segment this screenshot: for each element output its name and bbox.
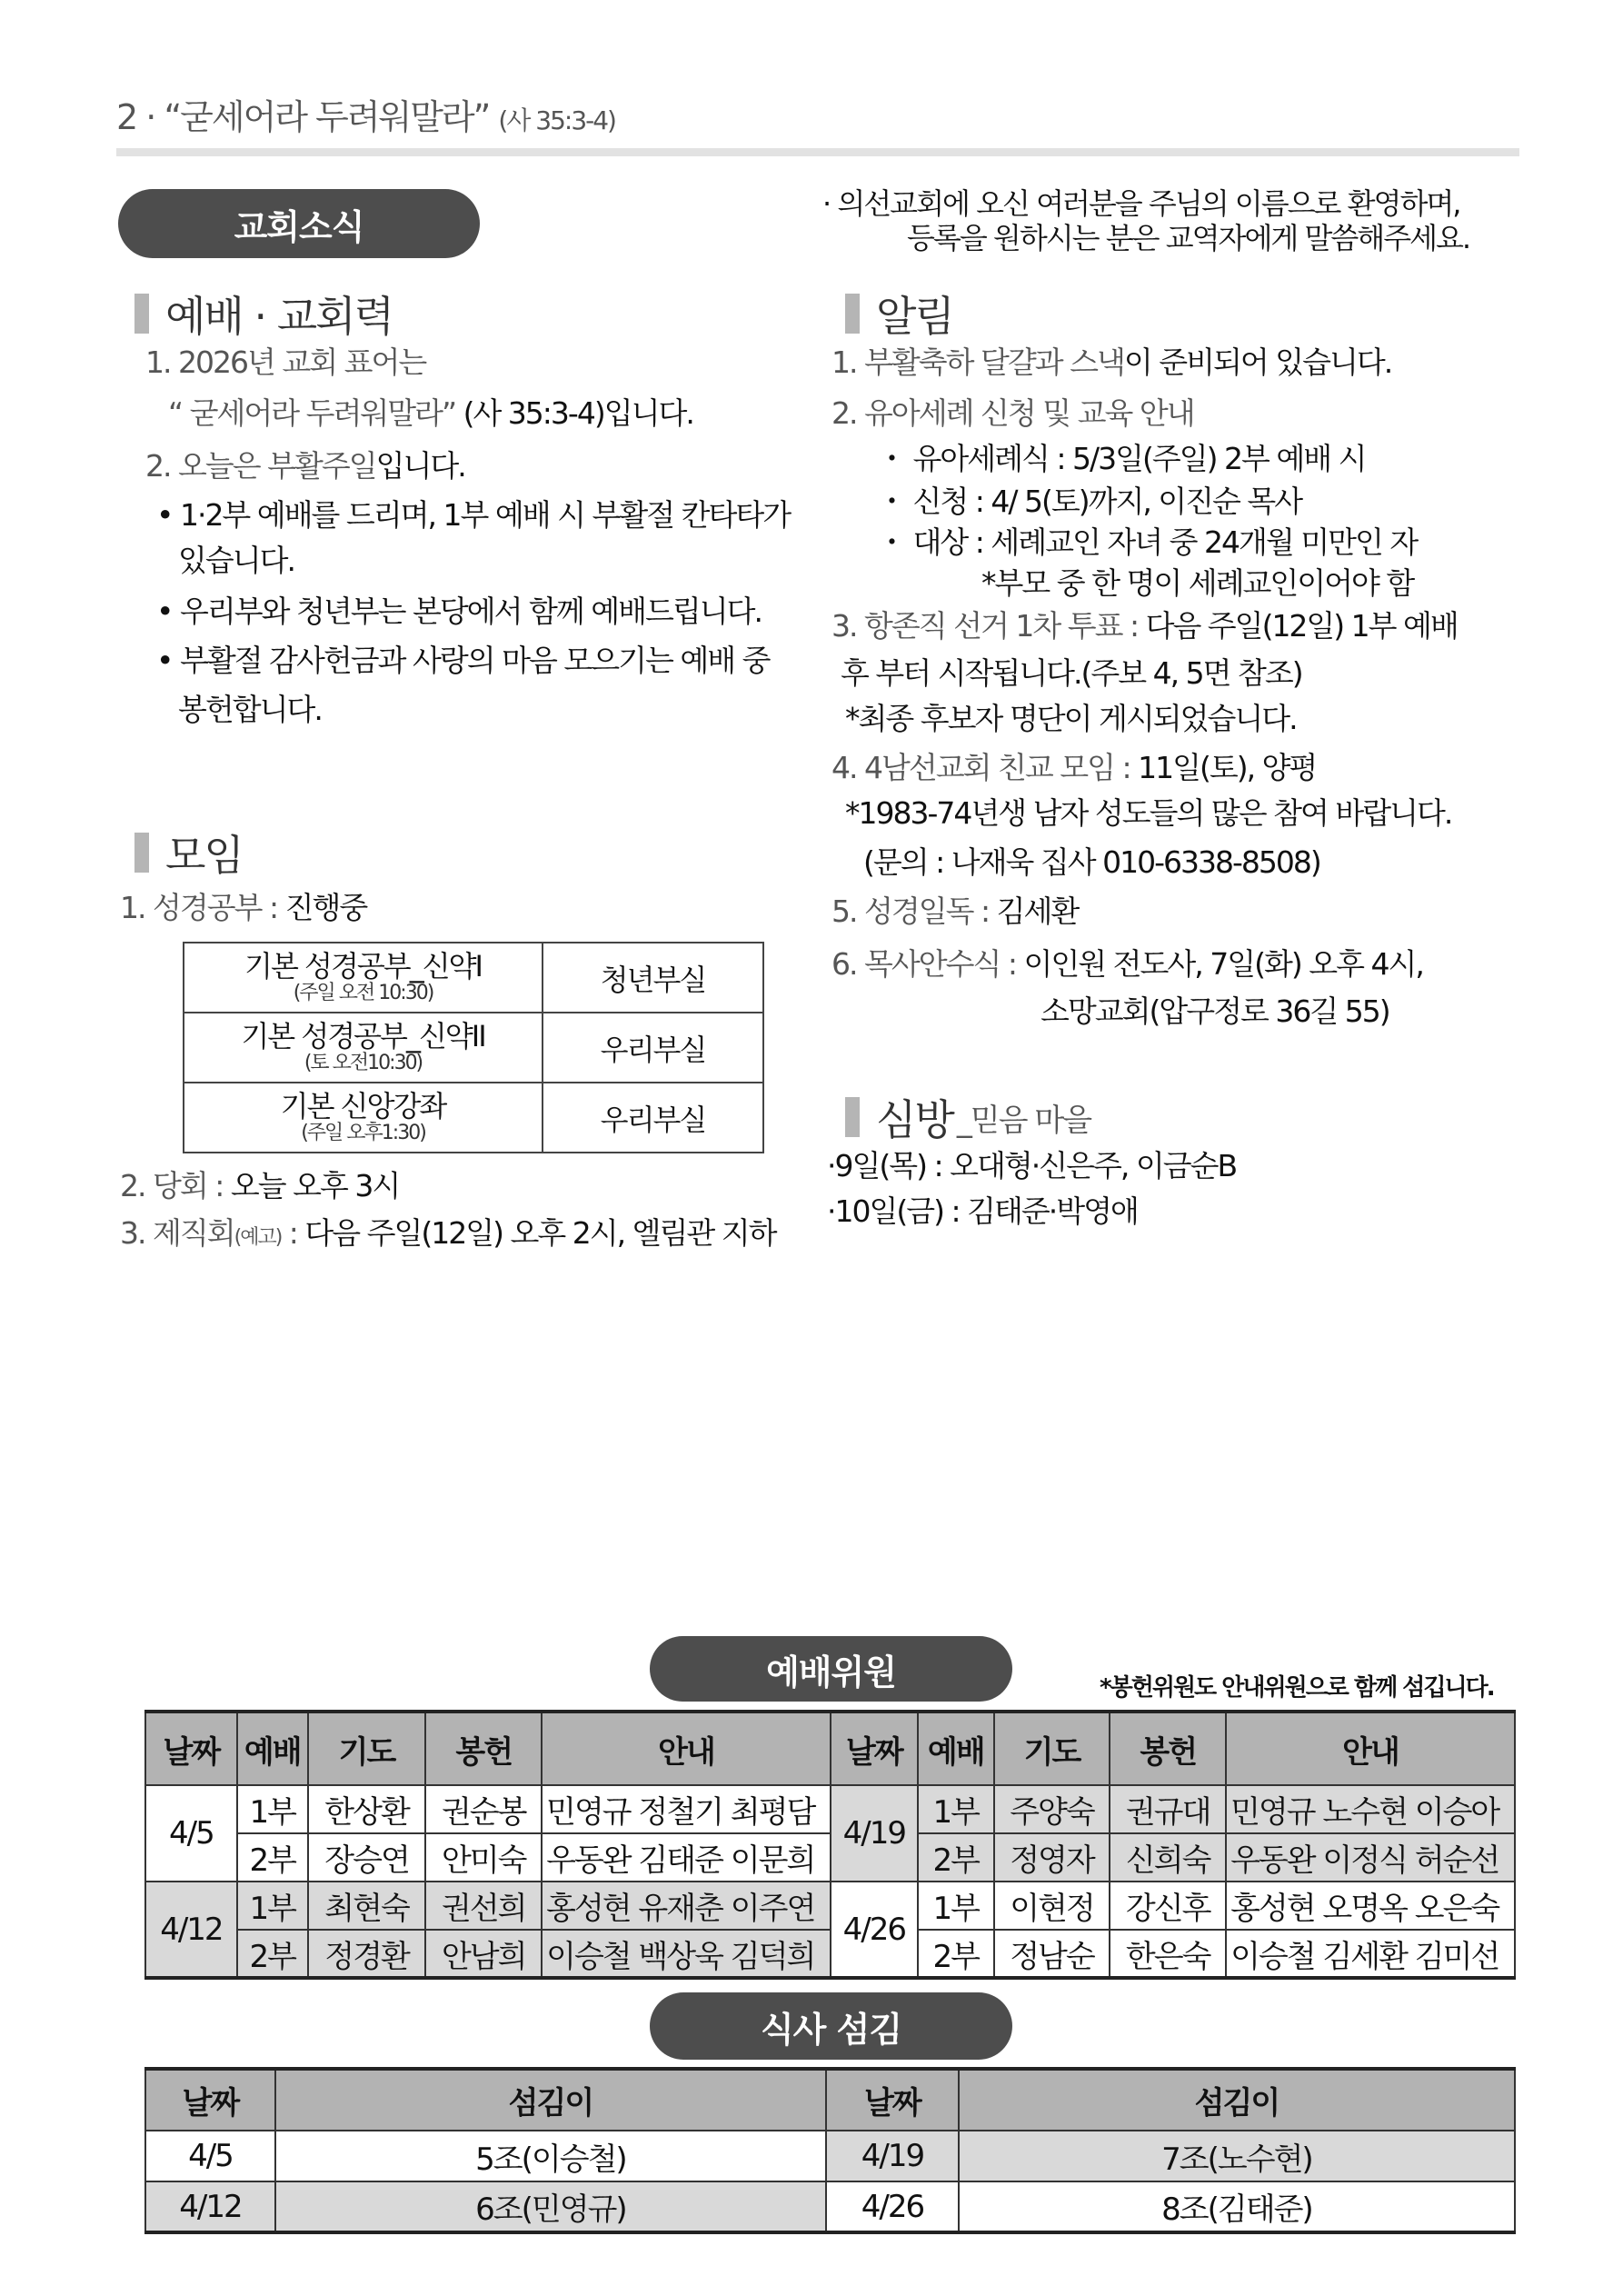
page-header xyxy=(116,89,615,139)
meeting-item-3 xyxy=(120,1215,776,1251)
notice-line xyxy=(877,441,1366,476)
column-header: 섬김이 xyxy=(275,2069,826,2131)
worship-heading xyxy=(134,284,393,344)
notice-line xyxy=(831,750,1317,785)
value: 오늘 오후 3시 xyxy=(230,1168,400,1203)
study-course xyxy=(184,943,543,1013)
column-header: 날짜 xyxy=(826,2069,959,2131)
table-row xyxy=(145,1930,1515,1978)
study-table xyxy=(183,942,764,1153)
cell: 이현정 xyxy=(994,1882,1110,1930)
notice-line xyxy=(831,893,1079,929)
line-label: 2. 오늘은 부활주일 xyxy=(145,448,376,484)
cell: 이승철 김세환 김미선 xyxy=(1226,1930,1515,1978)
label: 2. 당회 : xyxy=(120,1168,231,1203)
column-header: 기도 xyxy=(994,1712,1110,1785)
worship-line xyxy=(145,448,465,484)
course-room: 청년부실 xyxy=(543,943,763,1013)
column-header: 안내 xyxy=(542,1712,831,1785)
visit-line-1: ·9일(목) : 오대형·신은주, 이금순B xyxy=(827,1148,1237,1183)
cell: 이승철 백상욱 김덕희 xyxy=(542,1930,831,1978)
visit-heading xyxy=(845,1087,1090,1147)
label-note: (예고) xyxy=(234,1226,282,1249)
notice-line xyxy=(831,608,1458,644)
cell: 2부 xyxy=(237,1833,308,1882)
worship-line xyxy=(178,543,295,578)
committee-note: *봉헌위원도 안내위원으로 함께 섬깁니다. xyxy=(1100,1674,1494,1702)
worship-line xyxy=(156,594,762,629)
cell: 7조(노수현) xyxy=(959,2131,1515,2181)
cell: 장승연 xyxy=(308,1833,426,1882)
notice-line xyxy=(831,395,1194,431)
line-value: • 1·2부 예배를 드리며, 1부 예배 시 부활절 칸타타가 xyxy=(156,497,791,533)
column-header: 날짜 xyxy=(831,1712,918,1785)
meeting-item-1 xyxy=(120,890,367,925)
line-label: 1. 부활축하 달걀과 스낵 xyxy=(831,344,1124,380)
study-course xyxy=(184,1013,543,1083)
worship-line xyxy=(168,395,693,431)
heading-bar-icon xyxy=(134,833,149,873)
cell: 홍성현 오명옥 오은숙 xyxy=(1226,1882,1515,1930)
cell: 정경환 xyxy=(308,1930,426,1978)
date-cell: 4/19 xyxy=(831,1785,918,1882)
welcome-line-1: · 의선교회에 오신 여러분을 주님의 이름으로 환영하며, xyxy=(822,186,1460,221)
notice-line xyxy=(831,946,1423,982)
label: 1. 성경공부 : xyxy=(120,890,285,925)
table-row xyxy=(145,1785,1515,1833)
line-value: *1983-74년생 남자 성도들의 많은 참여 바랍니다. xyxy=(845,795,1452,831)
cell: 강신후 xyxy=(1110,1882,1226,1930)
line-label: 4. 4남선교회 친교 모임 : xyxy=(831,750,1139,785)
column-header: 안내 xyxy=(1226,1712,1515,1785)
table-row xyxy=(145,2181,1515,2232)
meeting-heading xyxy=(134,823,243,883)
course-time: (주일 오전 10:30) xyxy=(293,981,433,1004)
cell: 한상환 xyxy=(308,1785,426,1833)
table-row xyxy=(145,2131,1515,2181)
line-value: (문의 : 나재욱 집사 010-6338-8508) xyxy=(863,844,1320,880)
notice-line xyxy=(845,701,1297,736)
cell: 8조(김태준) xyxy=(959,2181,1515,2232)
course-room: 우리부실 xyxy=(543,1013,763,1083)
header-ref: (사 35:3-4) xyxy=(498,105,615,135)
cell: 권순봉 xyxy=(425,1785,542,1833)
meeting-heading-text: 모임 xyxy=(165,831,243,880)
line-value: 소망교회(압구정로 36길 55) xyxy=(1041,993,1389,1029)
course-title: 기본 성경공부_신약II xyxy=(241,1019,485,1054)
table-row xyxy=(145,1882,1515,1930)
worship-line xyxy=(156,497,791,533)
page-number: 2 xyxy=(116,97,137,137)
line-value: ・ 대상 : 세례교인 자녀 중 24개월 미만인 자 xyxy=(877,524,1418,560)
cell: 주양숙 xyxy=(994,1785,1110,1833)
notice-line xyxy=(841,655,1302,691)
notice-line xyxy=(1041,993,1389,1029)
cell: 홍성현 유재춘 이주연 xyxy=(542,1882,831,1930)
cell: 1부 xyxy=(918,1785,994,1833)
line-value: 김세환 xyxy=(996,893,1079,929)
course-time: (토 오전10:30) xyxy=(304,1051,423,1074)
notice-line xyxy=(981,565,1414,601)
meal-pill: 식사 섬김 xyxy=(650,1992,1012,2060)
header-separator: · xyxy=(145,97,155,137)
heading-bar-icon xyxy=(845,294,860,334)
column-header: 예배 xyxy=(237,1712,308,1785)
line-label: 1. 2026년 교회 표어는 xyxy=(145,344,426,380)
meal-table xyxy=(144,2067,1516,2234)
line-value: *최종 후보자 명단이 게시되었습니다. xyxy=(845,701,1297,736)
column-header: 섬김이 xyxy=(959,2069,1515,2131)
cell: 6조(민영규) xyxy=(275,2181,826,2232)
column-header: 예배 xyxy=(918,1712,994,1785)
cell: 2부 xyxy=(918,1833,994,1882)
date-cell: 4/5 xyxy=(145,1785,237,1882)
study-course xyxy=(184,1083,543,1153)
colon: : xyxy=(281,1215,305,1251)
cell: 민영규 노수현 이승아 xyxy=(1226,1785,1515,1833)
notice-line xyxy=(863,844,1320,880)
value: 다음 주일(12일) 오후 2시, 엘림관 지하 xyxy=(304,1215,776,1251)
date-cell: 4/12 xyxy=(145,1882,237,1978)
notice-line xyxy=(845,795,1452,831)
cell: 1부 xyxy=(237,1785,308,1833)
line-label: 5. 성경일독 : xyxy=(831,893,997,929)
line-value: 11일(토), 양평 xyxy=(1138,750,1317,785)
meeting-item-2 xyxy=(120,1168,400,1203)
value: 진행중 xyxy=(284,890,367,925)
line-value: (사 35:3-4)입니다. xyxy=(455,395,693,431)
study-row xyxy=(184,1013,763,1083)
column-header: 봉헌 xyxy=(425,1712,542,1785)
label: 3. 제직회 xyxy=(120,1215,234,1251)
column-header: 날짜 xyxy=(145,1712,237,1785)
committee-table xyxy=(144,1710,1516,1980)
cell: 한은숙 xyxy=(1110,1930,1226,1978)
cell: 정남순 xyxy=(994,1930,1110,1978)
cell: 5조(이승철) xyxy=(275,2131,826,2181)
line-value: ・ 유아세례식 : 5/3일(주일) 2부 예배 시 xyxy=(877,441,1366,476)
line-value: 다음 주일(12일) 1부 예배 xyxy=(1145,608,1458,644)
study-row xyxy=(184,943,763,1013)
line-label: 2. 유아세례 신청 및 교육 안내 xyxy=(831,395,1194,431)
course-title: 기본 성경공부_신약I xyxy=(244,949,482,984)
committee-pill: 예배위원 xyxy=(650,1636,1012,1702)
cell: 2부 xyxy=(237,1930,308,1978)
worship-heading-text: 예배 · 교회력 xyxy=(165,292,393,341)
cell: 안남희 xyxy=(425,1930,542,1978)
cell: 권규대 xyxy=(1110,1785,1226,1833)
line-label: 6. 목사안수식 : xyxy=(831,946,1024,982)
line-value: 있습니다. xyxy=(178,543,295,578)
worship-line xyxy=(145,344,426,380)
line-value: 후 부터 시작됩니다.(주보 4, 5면 참조) xyxy=(841,655,1302,691)
line-value: *부모 중 한 명이 세례교인이어야 함 xyxy=(981,565,1414,601)
notice-line xyxy=(877,524,1418,560)
cell: 안미숙 xyxy=(425,1833,542,1882)
line-value: • 부활절 감사헌금과 사랑의 마음 모으기는 예배 중 xyxy=(156,643,770,678)
worship-line xyxy=(156,643,770,678)
column-header: 봉헌 xyxy=(1110,1712,1226,1785)
cell: 최현숙 xyxy=(308,1882,426,1930)
notice-heading xyxy=(845,284,953,344)
cell: 1부 xyxy=(918,1882,994,1930)
welcome-line-2: 등록을 원하시는 분은 교역자에게 말씀해주세요. xyxy=(907,221,1470,255)
cell: 우동완 김태준 이문희 xyxy=(542,1833,831,1882)
line-value: 이 준비되어 있습니다. xyxy=(1123,344,1392,380)
cell: 1부 xyxy=(237,1882,308,1930)
course-time: (주일 오후1:30) xyxy=(301,1121,425,1144)
course-title: 기본 신앙강좌 xyxy=(280,1089,446,1124)
header-title: “굳세어라 두려워말라” xyxy=(164,97,490,137)
visit-subheading: _믿음 마을 xyxy=(956,1102,1091,1139)
line-value: ・ 신청 : 4/ 5(토)까지, 이진순 목사 xyxy=(877,484,1302,519)
notice-line xyxy=(877,484,1302,519)
column-header: 기도 xyxy=(308,1712,426,1785)
date-cell: 4/26 xyxy=(831,1882,918,1978)
line-value: • 우리부와 청년부는 본당에서 함께 예배드립니다. xyxy=(156,594,762,629)
header-rule xyxy=(116,148,1519,156)
notice-heading-text: 알림 xyxy=(876,292,953,341)
notice-line xyxy=(831,344,1392,380)
line-value: 봉헌합니다. xyxy=(178,692,322,727)
cell: 4/26 xyxy=(826,2181,959,2232)
worship-line xyxy=(178,692,322,727)
cell: 우동완 이정식 허순선 xyxy=(1226,1833,1515,1882)
cell: 4/19 xyxy=(826,2131,959,2181)
heading-bar-icon xyxy=(845,1097,860,1137)
line-label: “ 굳세어라 두려워말라” xyxy=(168,395,456,431)
church-news-pill: 교회소식 xyxy=(118,189,480,258)
visit-line-2: ·10일(금) : 김태준·박영애 xyxy=(827,1193,1138,1229)
line-label: 3. 항존직 선거 1차 투표 : xyxy=(831,608,1146,644)
table-row xyxy=(145,1833,1515,1882)
cell: 정영자 xyxy=(994,1833,1110,1882)
course-room: 우리부실 xyxy=(543,1083,763,1153)
heading-bar-icon xyxy=(134,294,149,334)
line-value: 입니다. xyxy=(375,448,465,484)
study-row xyxy=(184,1083,763,1153)
cell: 권선희 xyxy=(425,1882,542,1930)
cell: 4/5 xyxy=(145,2131,275,2181)
cell: 신희숙 xyxy=(1110,1833,1226,1882)
column-header: 날짜 xyxy=(145,2069,275,2131)
visit-heading-text: 심방 xyxy=(876,1095,953,1144)
cell: 2부 xyxy=(918,1930,994,1978)
line-value: 이인원 전도사, 7일(화) 오후 4시, xyxy=(1023,946,1423,982)
cell: 4/12 xyxy=(145,2181,275,2232)
cell: 민영규 정철기 최평담 xyxy=(542,1785,831,1833)
